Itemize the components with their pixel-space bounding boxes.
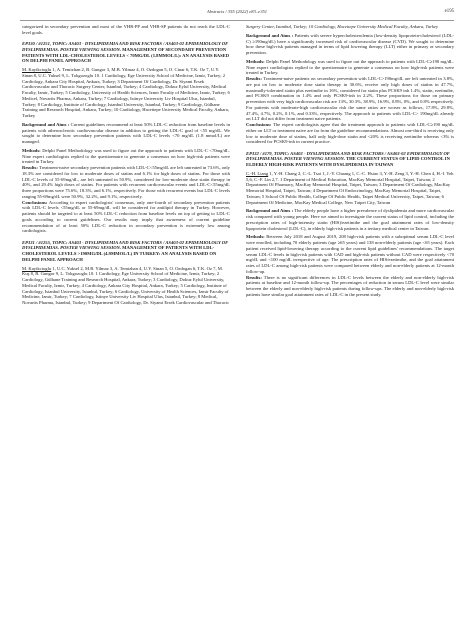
abstract-ep331 [22,240,230,306]
left-column [22,24,230,306]
conclusions-label: Conclusions: [22,199,48,205]
results-section [246,76,454,122]
results-label: Results: [246,76,262,81]
background-text: Current guidelines recommend at least 50% LDL-C reduction from baseline levels in patients with atherosclerotic cardiovascular disease in addition to getting the LDL-C goal of <55 mg/dL. We sought to determine how secondary prevention patients with LDL-C levels <70 mg/dL (1.8 mmol/L) are managed. [22,121,231,144]
abstract-topic: EP331 / #1255, TOPIC: AS403 - DYSLIPIDEMIA AND RISK FACTORS / AS403-02 EPIDEMIOLOGY OF DYSLIPIDEMIAS. POSTER VIEWING SESSION. [22,239,229,251]
author-list: 1, Y.-H. Chang 2, C.-L. Tsai 1, J.-Y. Chuang 1, C.-C. Hsiao 3, Y.-H. Zeng 3, Y.-H. Chen 4, H.-I. Yeh 5,6, C.-F. Lin 2,7. 1 Department of Medical Education, MacKay Memorial Hospital, Taipei, Taiwan; 2 Department Of Pharmacy, MacKay Memorial Hospital, Taipei, Taiwan; 3 Department Of Cardiology, MacKay Memorial Hospital, Taipei, Taiwan; 4 Department Of Endocrinology, MacKay Memorial Hospital, Taipei, Taiwan; 5 School Of Public Health, College Of Public Health, Taipei Medical University, Taipei, Taiwan; 6 Department Of Medicine, MacKay Medical College, New Taipei City, Taiwan [246,170,454,205]
abstract-heading: THE CURRENT STATUS OF LIPID CONTROL IN ELDERLY HIGH-RISK PATIENTS WITH DYSLIPIDEMIA IN TAIWAN [246,156,450,167]
methods-label: Methods: [246,234,265,240]
results-text: There is no significant differences in LDL-C levels between the elderly and non-elderly high-risk patients at baseline and 12-month follow-up. The percentages of reduction in serum LDL-C level were similar between the elderly and non-elderly high-risk patients during follow-ups. The elderly and non-elderly high-risk patients have similar goal attainment rates of LDL-C in the present study. [246,274,454,297]
background-section [22,122,230,145]
continuation-text: categorized in secondary prevention and most of the VHR-PP and VHR-SP patients do not reach the LDL-C level goals. [22,24,230,35]
conclusions-section [246,122,454,145]
abstract-ep330 [22,41,230,234]
abstract-title [22,41,230,64]
background-text: The elderly people have a higher prevalence of dyslipidemia and more cardiovascular risk compared with young people. Here we aimed to investigate the current status of lipid control, including the prescription rates of high-intensity statin (HIS)/ezetimibe and the goal attainment rates of low-density lipoprotein cholesterol (LDL-C), in elderly high-risk patients in a tertiary medical center in Taiwan. [246,208,454,231]
background-label: Background and Aims : [246,208,294,214]
right-column [246,24,454,298]
methods-section [22,148,230,165]
abstract-title [22,240,230,263]
page-number: e195 [444,9,454,14]
abstract-heading: MANAGEMENT OF PATIENTS WITH LDL-CHOLESTEROL LEVELS >190MG/DL (4.9MMOL/L) IN TURKEY: AN ANALYSIS BASED ON DELPHI PANEL APPROACH [22,245,217,262]
page-header [0,9,474,19]
presenting-author: M. Kayikcioglu [22,265,52,271]
abstract-topic: EP330 / #1251, TOPIC: AS403 - DYSLIPIDEMIA AND RISK FACTORS / AS403-02 EPIDEMIOLOGY OF DYSLIPIDEMIAS. POSTER VIEWING SESSION. [22,41,229,52]
results-text: Treatment-naive secondary prevention patients with LDL-C<55mg/dL are left untreated in 73.6%, only 18.3% are considered for low to moderate doses of statins and 6.1% for high doses of statins. For those with LDL-C levels of 55-69mg/dL, are left untreated in 50.9%, considered for low-moderate dose statin therapy in 40%, and 29.4% high doses of statins. For patients with recurrent cardiovascular events and LDL-C<55mg/dL three proportions were 75.6%, 18.3%, and 6.1%, respectively. For those with recurrent events but LDL-C levels ranging 55-69mg/dL were 50.9%, 32.2%, and 9.1%, respectively. [22,165,230,199]
journal-citation: Abstracts / 355 (2022) e83–e351 [206,9,268,14]
methods-text: Delphi Panel Methodology was used to figure out the approach to patients with LDL-C <70mg/dL. Nine expert cardiologists replied to the questionnaire to generate a consensus on how high-risk patients were treated in Turkey. [22,147,230,165]
results-section [246,275,454,298]
methods-label: Methods: [246,58,265,64]
abstract-ep332 [246,151,454,298]
author-affiliation-continuation: Surgery Center, Istanbul, Turkey; 10 Cardiology, Hacettepe University Medical Faculty, Ankara, Turkey [246,24,439,29]
abstract-authors [22,67,230,119]
presenting-author: C.-H. Liang [246,170,269,176]
conclusions-text: According to expert cardiologists' consensus, only one-fourth of secondary prevention patients with LDL-C levels <55mg/dL or 55-69mg/dL will be considered for antilipid therapy in Turkey. However, patients should be targeted to at least 50% LDL-C reduction from baseline levels on top of getting to LDL-C goals according to current guidelines. Our results may imply that awareness of current guideline recommendation of at least 50% LDL-C reduction in secondary prevention is extremely low among cardiologists. [22,199,230,234]
abstract-authors [246,171,454,206]
abstract-heading: MANAGEMENT OF SECONDARY PREVENTION PATIENTS WITH LDL-CHOLESTEROL LEVELS < 70MG/DL (1.8MMOL/L): AN ANALYSIS BASED ON DELPHI PANEL APPROACH [22,46,230,64]
results-text: Treatment-naive patients on secondary prevention with LDL-C>190mg/dL are left untreated in 3.8%, are put on low to moderate dose statin therapy in 30.6%, receive only high doses of statins in 47.7%, maximally-tolerated statin plus ezetimibe in 16%, considered for statin plus PCSK9 inh 1.4%, statin, ezetimibe, and PCSK9 combination in 1.4% and only PCSK9-inh in 2.2%. These proportions for those on primary prevention with very high cardiovascular risk are 13%, 30.3%, 38.9%, 16.9%, 0.8%, 0%, and 0.8% respectively. For patients with moderate-high cardiovascular risk the same ratios are worser as follows, 17.8%, 29.8%, 47.4%, 4.7%, 0.2%, 0.1%, and 0.33%, respectively. The approach to patients with LDL-C> 190mg/dL already on LLT did not differ from treatment naive patients. [246,76,455,122]
methods-label: Methods: [22,147,41,153]
methods-section [246,234,454,274]
conclusions-text: The expert cardiologists agree that the treatment approach to patients with LDL-C≥190 mg/dL either on LLT or treatment naive are far from the guideline recommendations. Almost one-third is receiving only low to moderate dose of statins, half only high-dose statin and <20% is receiving ezetimibe whereas <3% is considered for PCSK9-inh in current practice. [246,122,454,145]
background-label: Background and Aims : [22,121,70,127]
background-text: Patients with severe hypercholesterolemia (low-density lipoprotein-cholesterol (LDL-C) ≥190mg/dL) have a significantly increased risk of cardiovascular disease (CVD). We sought to determine how these high-risk patients managed in terms of lipid lowering therapy (LLT) either in primary or secondary prevention. [246,32,455,55]
results-label: Results: [22,165,38,170]
abstract-topic: EP332 / #179, TOPIC: AS403 - DYSLIPIDEMIA AND RISK FACTORS / AS403-02 EPIDEMIOLOGY OF DYSLIPIDEMIAS. POSTER VIEWING SESSION. [246,150,450,162]
results-section [22,165,230,200]
abstract-title [246,151,454,168]
presenting-author: M. Kayikcioglu [22,67,52,72]
header-rule [20,20,454,21]
methods-section [246,59,454,76]
background-section [246,33,454,56]
background-label: Background and Aims : [246,32,294,38]
conclusions-section [22,200,230,235]
abstract-authors [22,266,230,306]
conclusions-label: Conclusions: [246,122,272,127]
author-list: 1, U.C. Yuksel 2, M.B. Yilmaz 3, A. Temizhan 4, U.Y. Sinan 5, O. Ozdogan 6, T.K. Oz 7, M. Kuş 8, B. Gungor 9, L. Tokgozoglu 10. 1 Cardiology, Ege University School of Medicine, Izmir, Turkey; 2 Cardiology, Gülhane Training and Research Hospital, Ankara, Turkey; 3 Cardiology, Dokuz Eylul University, Medical Faculty, Izmir, Turkey; 4 Cardiology, Ankara City Hospital, Ankara, Turkey; 5 Cardiology, Institute of Cardiology, Istanbul University, Istanbul, Turkey; 6 Cardiology, University of Health Sciences, Izmir Faculty of Medicine, Izmir, Turkey; 7 Cardiology, Istinye University Liv Hospital Ulus, Istanbul, Turkey; 8 Medical, Novartis Pharma, Istanbul, Turkey; 9 Department Of Cardiology, Dr. Siyami Ersek Cardiovascular and Thoracic [22,265,230,305]
methods-text: Between July 2018 and August 2019, 208 high-risk patients with a suboptimal serum LDL-C level were enrolled, including 70 elderly patients (age ≥65 years) and 138 non-elderly patients (age <65 years). Each patient received lipid-lowering therapy according to the current lipid guidelines' recommendations. The target serum LDL-C levels in high-risk patients with CAD and high-risk patients without CAD were respectively <70 mg/dL and <100 mg/dL irrespective of age. The prescription rates of HIS/ezetimibe, and the goal attainment rates of LDL-C among high-risk patients were compared between elderly and non-elderly patients at 12-month follow-up. [246,234,454,274]
author-list: 1, A. Temizhan 2, B. Gungor 3, M.B. Yilmaz 4, O. Ozdogan 5, O. Cinar 6, T.K. Oz 7, U.Y. Sinan 8, U.C. Yuksel 9, L. Tokgozoglu 10. 1 Cardiology, Ege University School of Medicine, Izmir, Turkey; 2 Cardiology, Ankara City Hospital, Ankara, Turkey; 3 Department Of Cardiology, Dr. Siyami Ersek Cardiovascular and Thoracic Surgery Center, Istanbul, Turkey; 4 Cardiology, Dokuz Eylul University, Medical Faculty, Izmir, Turkey; 5 Cardiology, University of Health Sciences, Izmir Faculty of Medicine, Izmir, Turkey; 6 Medicel, Novartis Pharma, Ankara, Turkey; 7 Cardiology, Istinye University Liv Hospital Ulus, Istanbul, Turkey; 8 Cardiology, Institute of Cardiology, Istanbul University, Istanbul, Turkey; 9 Cardiology, Gülhane Training and Research Hospital, Ankara, Turkey; 10 Cardiology, Hacettepe University Medical Faculty, Ankara, Turkey [22,67,230,118]
results-label: Results: [246,274,262,280]
methods-text: Delphi Panel Methodology was used to figure out the approach to patients with LDL-C≥190 mg/dL. Nine expert cardiologists replied to the questionnaire to generate a consensus on how high-risk patients were treated in Turkey. [246,58,455,76]
background-section [246,208,454,231]
